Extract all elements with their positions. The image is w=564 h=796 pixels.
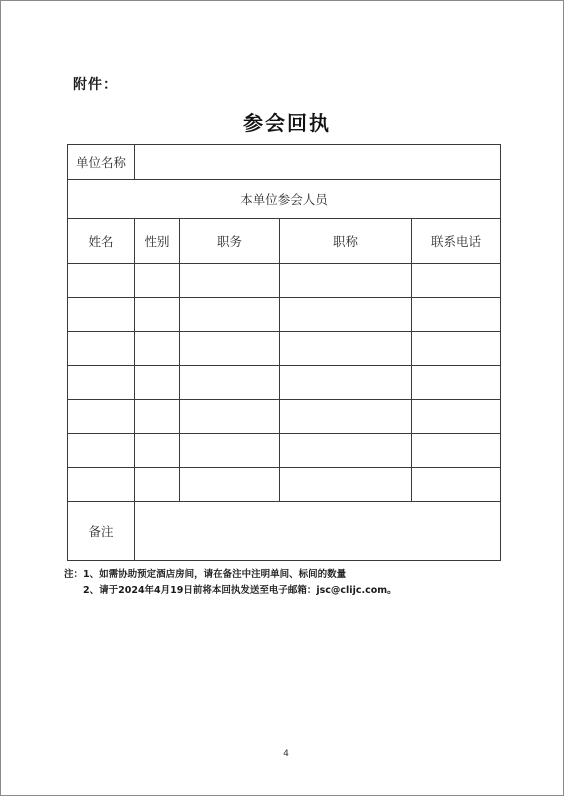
position-cell[interactable] [180,468,280,502]
table-row [68,434,501,468]
phone-cell[interactable] [412,434,501,468]
position-cell[interactable] [180,366,280,400]
column-header-name: 姓名 [68,219,135,264]
title-cell[interactable] [280,468,412,502]
footnotes [64,567,397,599]
reply-form-table [67,144,501,561]
gender-cell[interactable] [135,468,180,502]
title-cell[interactable] [280,298,412,332]
gender-cell[interactable] [135,400,180,434]
unit-name-field[interactable] [135,145,501,180]
footnote-hotel: 注：1、如需协助预定酒店房间，请在备注中注明单间、标间的数量 [64,569,347,580]
title-cell[interactable] [280,434,412,468]
title-cell[interactable] [280,366,412,400]
position-cell[interactable] [180,400,280,434]
notes-row [68,502,501,561]
gender-cell[interactable] [135,332,180,366]
phone-cell[interactable] [412,332,501,366]
gender-cell[interactable] [135,434,180,468]
attendees-section-heading: 本单位参会人员 [68,180,501,219]
unit-row [68,145,501,180]
attachment-label: 附件： [73,77,118,93]
column-header-position: 职务 [180,219,280,264]
phone-cell[interactable] [412,400,501,434]
title-cell[interactable] [280,400,412,434]
page-title: 参会回执 [243,111,331,135]
name-cell[interactable] [68,400,135,434]
phone-cell[interactable] [412,298,501,332]
name-cell[interactable] [68,298,135,332]
notes-field[interactable] [135,502,501,561]
phone-cell[interactable] [412,366,501,400]
name-cell[interactable] [68,366,135,400]
position-cell[interactable] [180,298,280,332]
column-header-phone: 联系电话 [412,219,501,264]
gender-cell[interactable] [135,298,180,332]
position-cell[interactable] [180,332,280,366]
page-number: 4 [283,749,289,759]
table-row [68,400,501,434]
title-cell[interactable] [280,332,412,366]
gender-cell[interactable] [135,264,180,298]
footnote-deadline: 2、请于2024年4月19日前将本回执发送至电子邮箱：jsc@clijc.com。 [83,585,397,596]
name-cell[interactable] [68,468,135,502]
position-cell[interactable] [180,434,280,468]
name-cell[interactable] [68,434,135,468]
column-header-title: 职称 [280,219,412,264]
phone-cell[interactable] [412,468,501,502]
section-heading-row [68,180,501,219]
unit-name-label: 单位名称 [68,145,135,180]
position-cell[interactable] [180,264,280,298]
phone-cell[interactable] [412,264,501,298]
name-cell[interactable] [68,332,135,366]
notes-label: 备注 [68,502,135,561]
name-cell[interactable] [68,264,135,298]
table-row [68,468,501,502]
table-row [68,298,501,332]
table-row [68,332,501,366]
column-header-gender: 性别 [135,219,180,264]
table-row [68,264,501,298]
column-header-row [68,219,501,264]
gender-cell[interactable] [135,366,180,400]
table-row [68,366,501,400]
title-cell[interactable] [280,264,412,298]
